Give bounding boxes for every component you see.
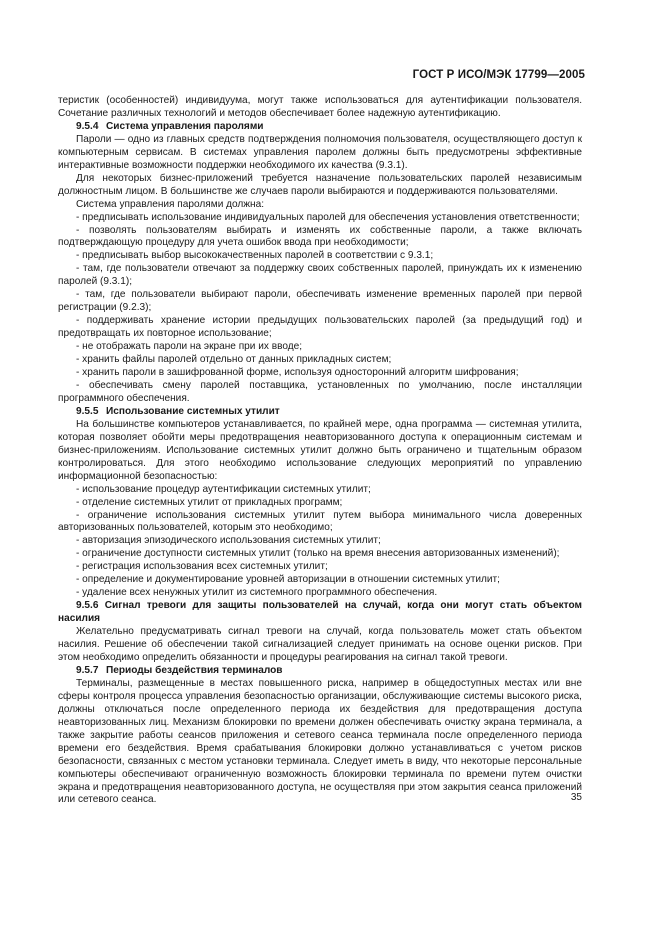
paragraph: Система управления паролями должна:	[76, 198, 265, 210]
list-item: - там, где пользователи отвечают за поддержку своих собственных паролей, принуждать их к изменению паролей (9.3.1);	[58, 263, 582, 288]
list-item: - авторизация эпизодического использования системных утилит;	[76, 535, 381, 547]
list-item: - обеспечивать смену паролей поставщика, установленных по умолчанию, после инсталляции программного обеспечения.	[58, 379, 582, 404]
section-number: 9.5.6	[76, 600, 99, 612]
list-item: - отделение системных утилит от прикладных программ;	[76, 496, 343, 508]
list-item: - хранить файлы паролей отдельно от данных прикладных систем;	[76, 354, 392, 366]
list-item: - удаление всех ненужных утилит из системного программного обеспечения.	[76, 587, 438, 599]
list-item: - ограничение использования системных утилит путем выбора минимального числа доверенных авторизованных пользователей, которым это необходимо;	[58, 509, 582, 534]
list-item: - ограничение доступности системных утилит (только на время внесения авторизованных изменений);	[76, 548, 560, 560]
section-heading	[58, 121, 582, 134]
list-item: - определение и документирование уровней авторизации в отношении системных утилит;	[76, 574, 500, 586]
list-item: - позволять пользователям выбирать и изменять их собственные пароли, а также включать подтверждающую процедуру для учета ошибок ввода при необходимости;	[58, 224, 582, 249]
document-code-header: ГОСТ Р ИСО/МЭК 17799—2005	[412, 69, 585, 81]
list-item: - поддерживать хранение истории предыдущих пользовательских паролей (за предыдущий год) и предотвращать их повторное использование;	[58, 315, 582, 340]
list-item: - хранить пароли в зашифрованной форме, используя односторонний алгоритм шифрования;	[76, 367, 519, 379]
paragraph: На большинстве компьютеров устанавливается, по крайней мере, одна программа — системная утилита, которая позволяет обойти меры предотвращения неавторизованного доступа к операционным системам и бизнес-приложениям. Использование системных утилит должно быть ограничено и тщательным образом контролироваться. Для этого необходимо использование следующих мероприятий по управлению информационной безопасностью:	[58, 418, 582, 482]
section-title: Сигнал тревоги для защиты пользователей на случай, когда они могут стать объектом насилия	[58, 600, 582, 625]
paragraph: Терминалы, размещенные в местах повышенного риска, например в общедоступных местах или вне сферы контроля процесса управления безопасностью организации, обслуживающие системы высокого риска, должны отключаться после определенного периода их бездействия для предотвращения доступа неавторизованных лиц. Механизм блокировки по времени должен обеспечивать очистку экрана терминала, а также закрытие работы сеансов приложения и сетевого сеанса терминала после определенного периода времени его бездействия. Время срабатывания блокировки должно устанавливаться с учетом рисков безопасности, связанных с местом установки терминала. Следует иметь в виду, что некоторые персональные компьютеры обеспечивают ограниченную возможность блокировки терминала по времени путем очистки экрана и предотвращения неавторизованного доступа, не осуществляя при этом закрытия сеанса приложений или сетевого сеанса.	[58, 677, 582, 806]
page-number: 35	[570, 792, 582, 803]
list-item: - предписывать выбор высококачественных паролей в соответствии с 9.3.1;	[76, 250, 434, 262]
list-item: - там, где пользователи выбирают пароли, обеспечивать изменение временных паролей при первой регистрации (9.2.3);	[58, 289, 582, 314]
section-title: Периоды бездействия терминалов	[106, 664, 283, 676]
list-item: - использование процедур аутентификации системных утилит;	[76, 483, 371, 495]
section-heading	[58, 406, 582, 419]
section-title: Система управления паролями	[106, 120, 264, 132]
paragraph: теристик (особенностей) индивидуума, могут также использоваться для аутентификации пользователя. Сочетание различных технологий и методов обеспечивает более надежную аутентификацию.	[58, 95, 582, 119]
paragraph: Для некоторых бизнес-приложений требуется назначение пользовательских паролей независимым должностным лицом. В большинстве же случаев пароли выбираются и поддерживаются пользователями.	[58, 172, 582, 197]
list-item: - предписывать использование индивидуальных паролей для обеспечения установления ответственности;	[76, 211, 580, 223]
section-number: 9.5.5	[76, 405, 99, 417]
section-heading	[58, 665, 582, 678]
list-item: - не отображать пароли на экране при их вводе;	[76, 341, 303, 353]
section-number: 9.5.7	[76, 664, 99, 676]
paragraph: Пароли — одно из главных средств подтверждения полномочия пользователя, осуществляющего доступ к компьютерным сервисам. В системах управления паролем должны быть предусмотрены эффективные интерактивные возможности поддержки необходимого их качества (9.3.1).	[58, 133, 582, 171]
paragraph: Желательно предусматривать сигнал тревоги на случай, когда пользователь может стать объектом насилия. Решение об обеспечении такой сигнализацией следует принимать на основе оценки рисков. При этом необходимо определить обязанности и процедуры реагирования на сигнал такой тревоги.	[58, 626, 582, 663]
section-title: Использование системных утилит	[106, 405, 280, 417]
list-item: - регистрация использования всех системных утилит;	[76, 561, 328, 573]
document-body	[58, 95, 582, 807]
section-number: 9.5.4	[76, 120, 99, 132]
section-heading	[58, 600, 582, 626]
